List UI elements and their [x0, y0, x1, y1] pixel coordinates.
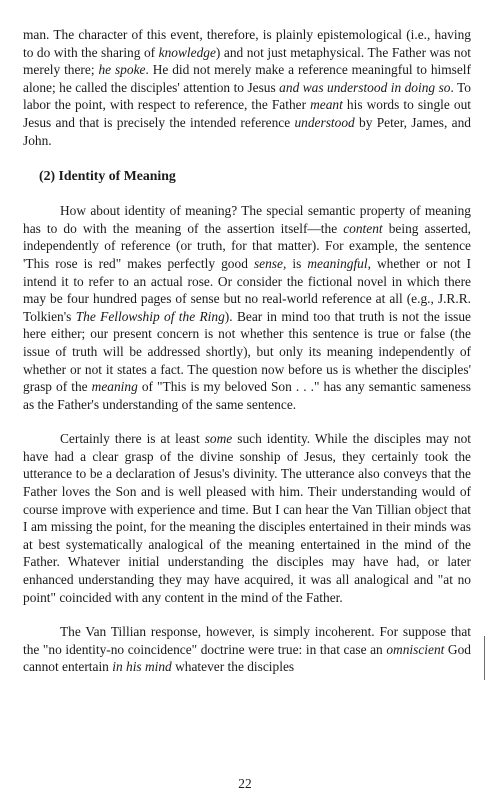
page-body — [23, 26, 471, 676]
text-run: his words to single out Jesus and that is precisely the intended reference — [23, 97, 471, 130]
text-run: of "This is my beloved Son . . ." has any semantic sameness as the Father's understanding of the same sentence. — [23, 379, 472, 412]
italic-text: meaning — [91, 379, 138, 395]
text-run: Certainly there is at least — [60, 431, 205, 447]
italic-text: meaningful — [307, 255, 368, 271]
italic-text: he spoke — [98, 62, 146, 78]
paragraph-3 — [23, 430, 471, 606]
margin-mark — [484, 636, 485, 680]
italic-text: content — [343, 220, 383, 236]
text-run: , whether or not I intend it to refer to an actual rose. Or consider the fictional novel in which there may be four hundred pages of sense but no real-world reference at all (e.g., J.R.R. Tolkien's — [23, 255, 472, 324]
italic-text: understood — [294, 114, 355, 130]
text-run: being asserted, independently of reference (or truth, for that matter). For example, the sentence 'This rose is red" makes perfectly good — [23, 220, 471, 271]
italic-text: some — [204, 431, 233, 447]
text-run: . To labor the point, with respect to reference, the Father — [23, 79, 471, 113]
italic-text: omniscient — [386, 641, 445, 657]
text-run: man. The character of this event, therefore, is plainly epistemological (i.e., having to do with the sharing of — [23, 27, 471, 60]
italic-text: The Fellowship of the Ring — [75, 308, 225, 324]
paragraph-2 — [23, 202, 471, 413]
section-heading: (2) Identity of Meaning — [39, 168, 176, 184]
text-run: How about identity of meaning? The special semantic property of meaning has to do with the meaning of the assertion itself—the — [23, 203, 471, 236]
text-run: The Van Tillian response, however, is simply incoherent. For suppose that the "no identity-no coincidence" doctrine were true: in that case an — [23, 624, 471, 657]
text-run: , is — [282, 255, 308, 271]
italic-text: meant — [310, 97, 343, 113]
italic-text: sense — [253, 255, 283, 271]
paragraph-1 — [23, 26, 471, 149]
text-run: such identity. While the disciples may not have had a clear grasp of the divine sonship of Jesus, they certainly took the utterance to be a declaration of Jesus's divinity. The utterance also conveys that the Father loves the Son and is well pleased with him. Their understanding would of course improve with experience and time. But I can hear the Van Tillian object that I am missing the point, for the meaning the disciples entertained in their minds was at best systematically analogical of the meaning entertained in the mind of the Father. Whatever initial understanding the disciples may have had, or later enhanced understanding they may have acquired, it was all analogical and "at no point" coincided with any content in the mind of the Father. — [23, 431, 471, 605]
italic-text: in his mind — [112, 659, 172, 675]
text-run: ). Bear in mind too that truth is not the issue here either; our present concern is not whether this sentence is true or false (the issue of truth will be addressed shortly), but only its meaning independently of whether or not it states a fact. The question now before us is whether the disciples' grasp of the — [23, 308, 472, 395]
text-run: ) and not just metaphysical. The Father was not merely there; — [23, 44, 471, 78]
paragraph-4 — [23, 623, 471, 676]
text-run: . He did not merely make a reference meaningful to himself alone; he called the disciples' attention to Jesus — [23, 62, 471, 95]
page-number: 22 — [238, 776, 252, 791]
text-run: by Peter, James, and John. — [23, 114, 471, 148]
italic-text: knowledge — [158, 44, 216, 60]
text-run: God cannot entertain — [23, 641, 471, 675]
text-run: whatever the disciples — [171, 659, 295, 675]
italic-text: and was understood in doing so — [279, 79, 451, 95]
